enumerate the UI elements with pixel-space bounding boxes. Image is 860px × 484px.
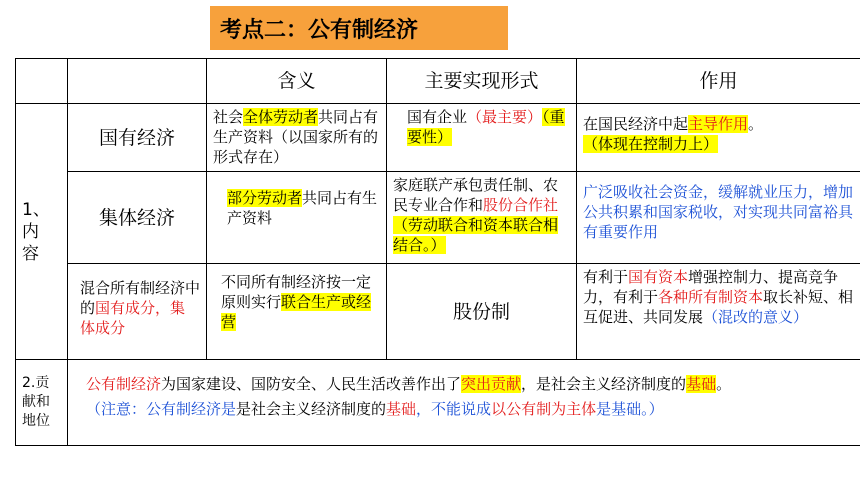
collective-form: 家庭联产承包责任制、农民专业合作和股份合作社（劳动联合和资本联合相结合。） bbox=[387, 172, 577, 264]
row-name-mixed: 混合所有制经济中的国有成分，集体成分 bbox=[68, 264, 207, 360]
header-role: 作用 bbox=[577, 59, 860, 104]
table-row bbox=[16, 104, 860, 172]
page-title: 考点二：公有制经济 bbox=[210, 6, 508, 50]
mixed-meaning: 不同所有制经济按一定原则实行联合生产或经营 bbox=[207, 264, 387, 360]
mixed-form: 股份制 bbox=[387, 264, 577, 360]
row-name-state: 国有经济 bbox=[68, 104, 207, 172]
collective-role: 广泛吸收社会资金，缓解就业压力，增加公共积累和国家税收，对实现共同富裕具有重要作用 bbox=[577, 172, 860, 264]
table-row bbox=[16, 360, 860, 446]
table-row bbox=[16, 172, 860, 264]
collective-meaning: 部分劳动者共同占有生产资料 bbox=[207, 172, 387, 264]
section1-label: 1、 内 容 bbox=[16, 104, 68, 360]
public-ownership-table bbox=[15, 58, 860, 446]
state-form: 国有企业（最主要）（重要性） bbox=[387, 104, 577, 172]
row-name-collective: 集体经济 bbox=[68, 172, 207, 264]
header-row bbox=[16, 59, 860, 104]
section2-content bbox=[68, 360, 860, 446]
blank-header-cell bbox=[68, 59, 207, 104]
table-row bbox=[16, 264, 860, 360]
section2-line2: （注意：公有制经济是是社会主义经济制度的基础，不能说成以公有制为主体是基础。） bbox=[86, 400, 664, 418]
section2-label: 2.贡 献和 地位 bbox=[16, 360, 68, 446]
state-meaning: 社会全体劳动者共同占有生产资料（以国家所有的形式存在） bbox=[207, 104, 387, 172]
mixed-role: 有利于国有资本增强控制力、提高竞争力，有利于各种所有制资本取长补短、相互促进、共同发展（混改的意义） bbox=[577, 264, 860, 360]
corner-cell bbox=[16, 59, 68, 104]
header-meaning: 含义 bbox=[207, 59, 387, 104]
header-form: 主要实现形式 bbox=[387, 59, 577, 104]
state-role: 在国民经济中起主导作用。 （体现在控制力上） bbox=[577, 104, 860, 172]
section2-line1: 公有制经济为国家建设、国防安全、人民生活改善作出了突出贡献，是社会主义经济制度的基础。 bbox=[86, 375, 732, 393]
